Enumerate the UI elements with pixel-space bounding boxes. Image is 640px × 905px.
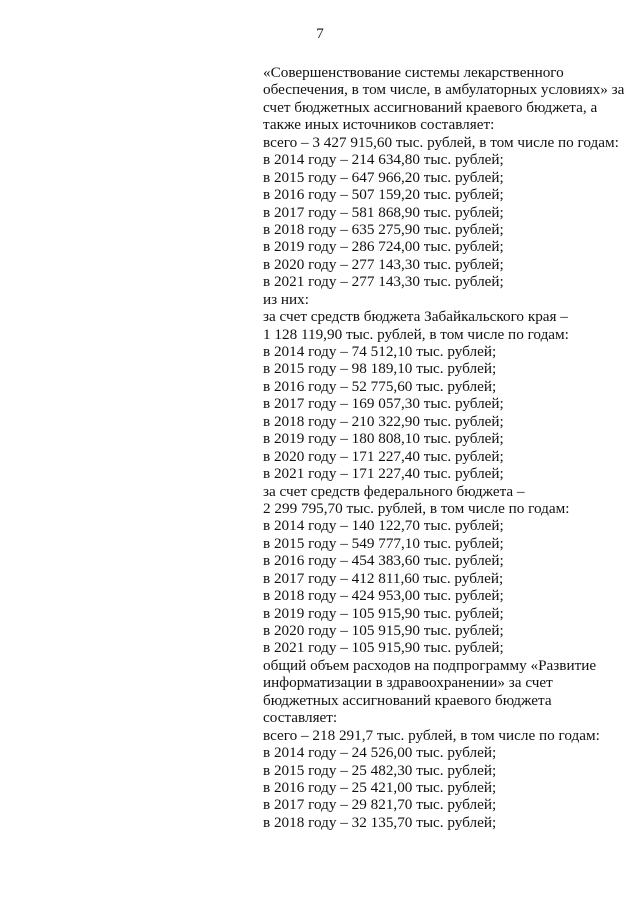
text-line: в 2017 году – 412 811,60 тыс. рублей; [263,569,504,587]
text-line: в 2018 году – 32 135,70 тыс. рублей; [263,813,497,831]
text-line: в 2014 году – 140 122,70 тыс. рублей; [263,517,504,535]
text-line: в 2020 году – 277 143,30 тыс. рублей; [263,255,504,273]
text-line: в 2014 году – 214 634,80 тыс. рублей; [263,151,504,169]
text-line: также иных источников составляет: [263,116,495,134]
text-line: за счет средств бюджета Забайкальского края – [263,308,568,326]
text-line: в 2021 году – 171 227,40 тыс. рублей; [263,465,504,483]
text-line: в 2015 году – 549 777,10 тыс. рублей; [263,534,504,552]
text-line: в 2018 году – 635 275,90 тыс. рублей; [263,220,504,238]
text-line: в 2016 году – 25 421,00 тыс. рублей; [263,778,497,796]
document-text [263,64,635,831]
text-line: из них: [263,290,309,308]
text-line: в 2018 году – 424 953,00 тыс. рублей; [263,587,504,605]
text-line: счет бюджетных ассигнований краевого бюджета, а [263,98,598,116]
text-line: обеспечения, в том числе, в амбулаторных условиях» за [263,81,625,99]
page-number: 7 [316,26,324,42]
text-line: 2 299 795,70 тыс. рублей, в том числе по годам: [263,499,570,517]
text-line: в 2015 году – 647 966,20 тыс. рублей; [263,168,504,186]
text-line: в 2017 году – 29 821,70 тыс. рублей; [263,796,497,814]
text-line: в 2015 году – 98 189,10 тыс. рублей; [263,360,497,378]
text-line: всего – 218 291,7 тыс. рублей, в том числе по годам: [263,726,600,744]
text-line: информатизации в здравоохранении» за счет [263,674,553,692]
text-line: всего – 3 427 915,60 тыс. рублей, в том числе по годам: [263,133,619,151]
text-line: составляет: [263,709,338,727]
text-line: бюджетных ассигнований краевого бюджета [263,691,552,709]
text-line: в 2014 году – 24 526,00 тыс. рублей; [263,744,497,762]
text-line: за счет средств федерального бюджета – [263,482,525,500]
text-line: в 2016 году – 454 383,60 тыс. рублей; [263,552,504,570]
text-line: в 2016 году – 52 775,60 тыс. рублей; [263,377,497,395]
text-line: в 2017 году – 581 868,90 тыс. рублей; [263,203,504,221]
text-line: в 2014 году – 74 512,10 тыс. рублей; [263,343,497,360]
text-line: в 2019 году – 180 808,10 тыс. рублей; [263,430,504,448]
text-line: в 2021 году – 105 915,90 тыс. рублей; [263,639,504,657]
text-line: в 2020 году – 171 227,40 тыс. рублей; [263,447,504,465]
text-line: общий объем расходов на подпрограмму «Развитие [263,656,597,674]
text-line: в 2016 году – 507 159,20 тыс. рублей; [263,186,504,204]
text-line: в 2019 году – 286 724,00 тыс. рублей; [263,238,504,256]
text-line: в 2017 году – 169 057,30 тыс. рублей; [263,395,504,413]
text-line: в 2020 году – 105 915,90 тыс. рублей; [263,622,504,639]
text-line: в 2019 году – 105 915,90 тыс. рублей; [263,604,504,622]
text-line: в 2015 году – 25 482,30 тыс. рублей; [263,761,497,779]
text-line: в 2021 году – 277 143,30 тыс. рублей; [263,273,504,291]
text-line: 1 128 119,90 тыс. рублей, в том числе по годам: [263,325,569,343]
text-line: «Совершенствование системы лекарственного [263,64,564,81]
text-line: в 2018 году – 210 322,90 тыс. рублей; [263,412,504,430]
